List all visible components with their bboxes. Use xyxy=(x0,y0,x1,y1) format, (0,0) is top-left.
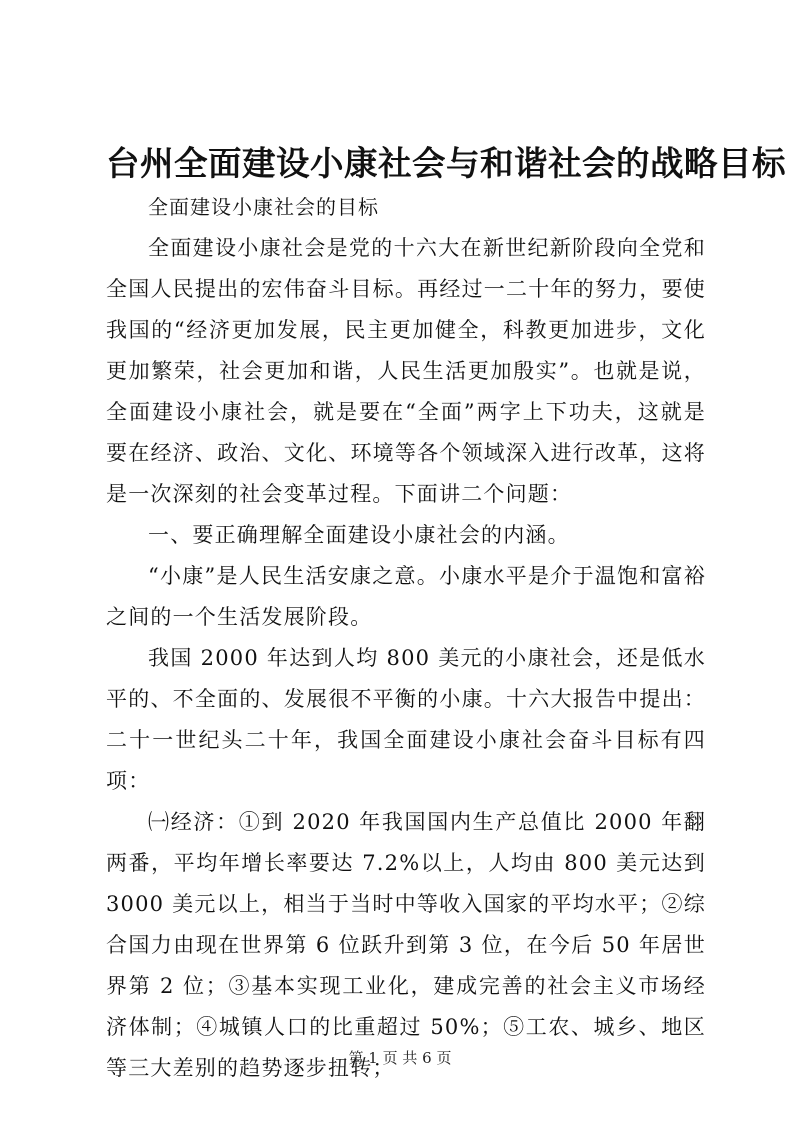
paragraph-point-one: 一、要正确理解全面建设小康社会的内涵。 xyxy=(148,523,570,547)
page-number: 第 1 页 共 6 页 xyxy=(348,1049,452,1067)
section-heading: 全面建设小康社会的目标 xyxy=(148,195,379,219)
paragraph-economy-goals: ㈠经济：①到 2020 年我国国内生产总值比 2000 年翻两番，平均年增长率要达 7.2%以上，人均由 800 美元达到 3000 美元以上，相当于当时中等收入国家的平均水平；②综合国力由现在世界第 6 位跃升到第 3 位，在今后 50 年居世界第 2 位；③基本实现工业化，建成完善的社会主义市场经济体制；④城镇人口的比重超过 50%；⑤工农、城乡、地区等三大差别的趋势逐步扭转； xyxy=(106,810,706,1080)
paragraph-xiaokang-meaning: “小康”是人民生活安康之意。小康水平是介于温饱和富裕之间的一个生活发展阶段。 xyxy=(106,564,706,629)
document-title: 台州全面建设小康社会与和谐社会的战略目标 xyxy=(106,144,786,183)
document-body xyxy=(106,186,706,1089)
paragraph-2000-status: 我国 2000 年达到人均 800 美元的小康社会，还是低水平的、不全面的、发展很不平衡的小康。十六大报告中提出：二十一世纪头二十年，我国全面建设小康社会奋斗目标有四项： xyxy=(106,646,706,793)
paragraph-intro: 全面建设小康社会是党的十六大在新世纪新阶段向全党和全国人民提出的宏伟奋斗目标。再经过一二十年的努力，要使我国的“经济更加发展，民主更加健全，科教更加进步，文化更加繁荣，社会更加和谐，人民生活更加殷实”。也就是说，全面建设小康社会，就是要在“全面”两字上下功夫，这就是要在经济、政治、文化、环境等各个领域深入进行改革，这将是一次深刻的社会变革过程。下面讲二个问题： xyxy=(106,236,706,506)
